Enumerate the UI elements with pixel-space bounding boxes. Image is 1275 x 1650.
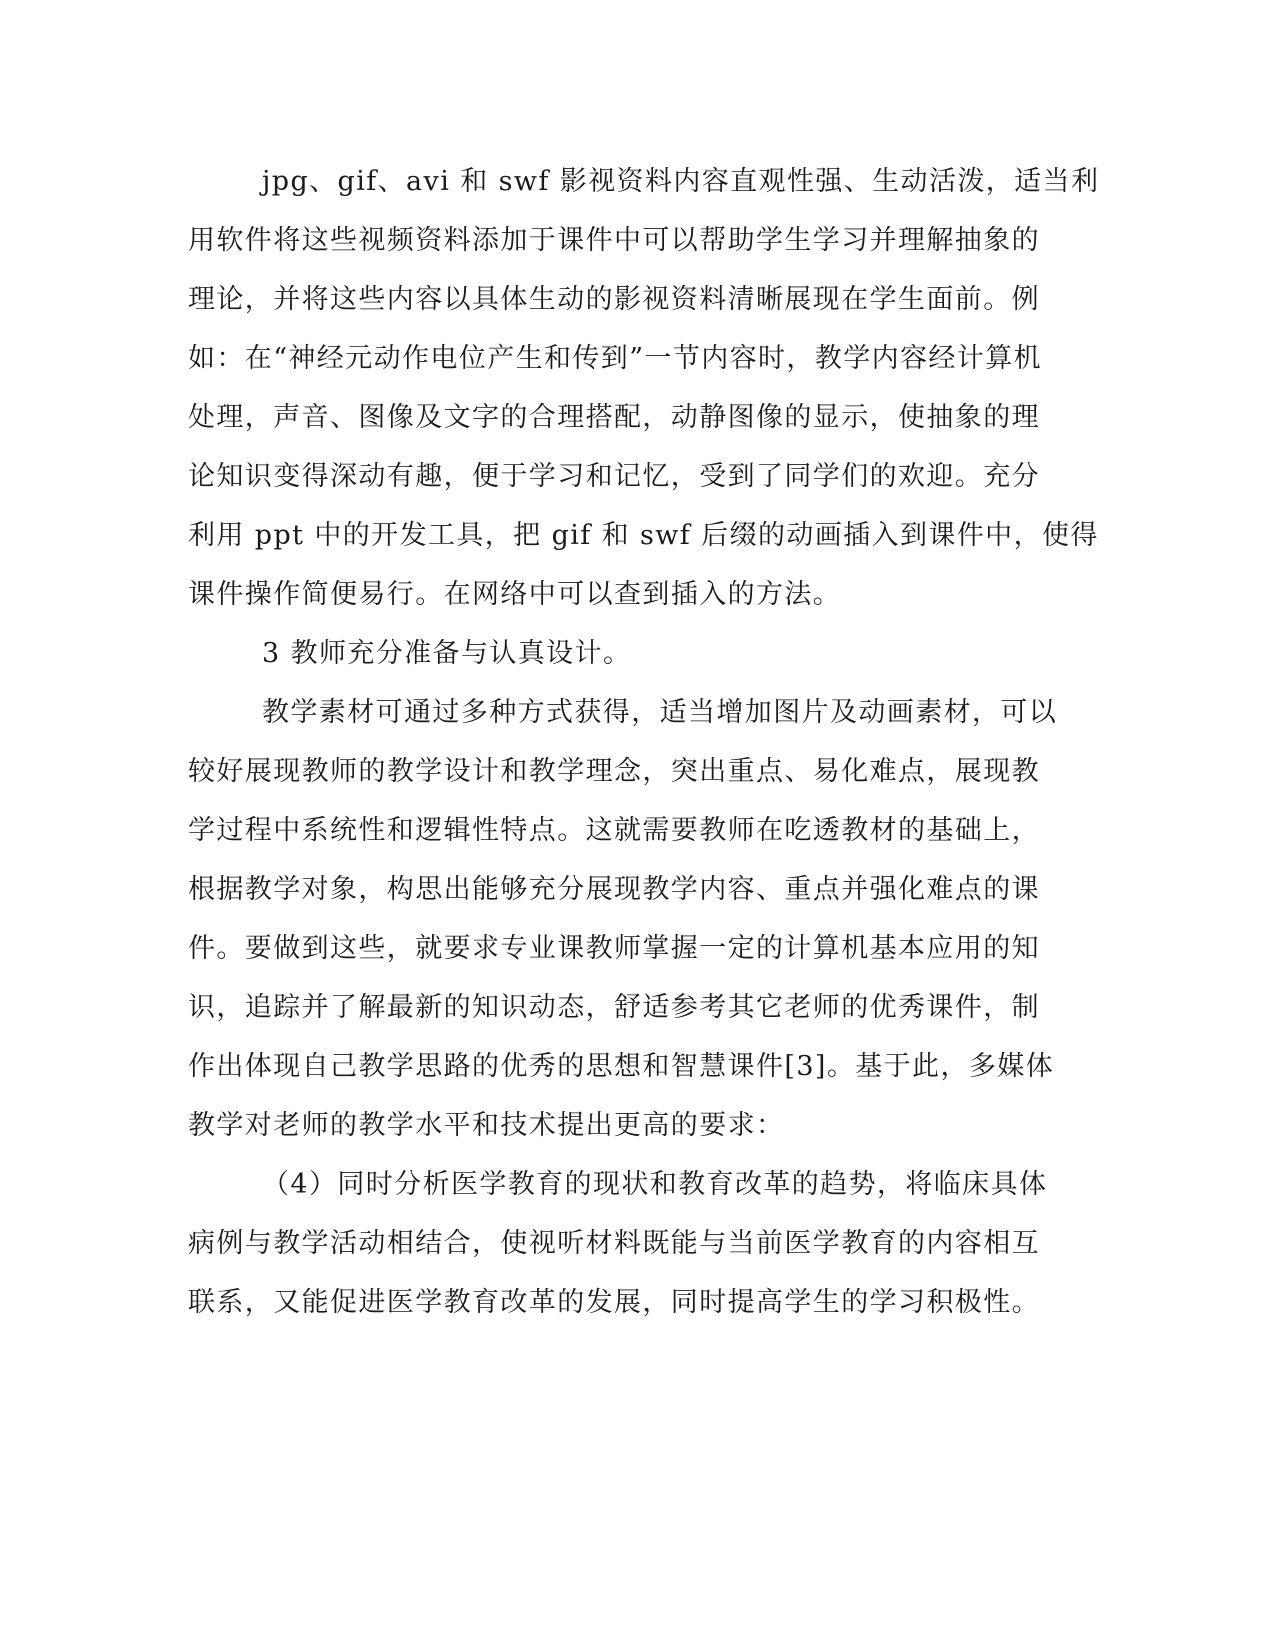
paragraph-1-line-2: 用软件将这些视频资料添加于课件中可以帮助学生学习并理解抽象的: [188, 225, 1040, 256]
paragraph-3-line-8: 教学对老师的教学水平和技术提出更高的要求：: [188, 1110, 785, 1141]
paragraph-1-line-1: jpg、gif、avi 和 swf 影视资料内容直观性强、生动活泼，适当利: [262, 166, 1100, 197]
paragraph-1-line-4: 如：在“神经元动作电位产生和传到”一节内容时，教学内容经计算机: [188, 343, 1043, 374]
paragraph-1-line-7: 利用 ppt 中的开发工具，把 gif 和 swf 后缀的动画插入到课件中，使得: [188, 520, 1099, 551]
paragraph-1-line-6: 论知识变得深动有趣，便于学习和记忆，受到了同学们的欢迎。充分: [188, 461, 1040, 492]
paragraph-3-line-4: 根据教学对象，构思出能够充分展现教学内容、重点并强化难点的课: [188, 874, 1040, 905]
paragraph-3-line-2: 较好展现教师的教学设计和教学理念，突出重点、易化难点，展现教: [188, 756, 1040, 787]
paragraph-3-line-1: 教学素材可通过多种方式获得，适当增加图片及动画素材，可以: [262, 697, 1058, 728]
paragraph-3-line-3: 学过程中系统性和逻辑性特点。这就需要教师在吃透教材的基础上，: [188, 815, 1040, 846]
paragraph-1-line-8: 课件操作简便易行。在网络中可以查到插入的方法。: [188, 579, 842, 610]
paragraph-1-line-5: 处理，声音、图像及文字的合理搭配，动静图像的显示，使抽象的理: [188, 402, 1040, 433]
paragraph-1-line-3: 理论，并将这些内容以具体生动的影视资料清晰展现在学生面前。例: [188, 284, 1040, 315]
paragraph-4-line-1: （4）同时分析医学教育的现状和教育改革的趋势，将临床具体: [262, 1169, 1048, 1200]
section-heading: 3 教师充分准备与认真设计。: [262, 638, 632, 669]
paragraph-3-line-7: 作出体现自己教学思路的优秀的思想和智慧课件[3]。基于此，多媒体: [188, 1051, 1055, 1082]
paragraph-3-line-5: 件。要做到这些，就要求专业课教师掌握一定的计算机基本应用的知: [188, 933, 1040, 964]
paragraph-4-line-2: 病例与教学活动相结合，使视听材料既能与当前医学教育的内容相互: [188, 1228, 1040, 1259]
paragraph-3-line-6: 识，追踪并了解最新的知识动态，舒适参考其它老师的优秀课件，制: [188, 992, 1040, 1023]
paragraph-4-line-3: 联系，又能促进医学教育改革的发展，同时提高学生的学习积极性。: [188, 1287, 1040, 1318]
